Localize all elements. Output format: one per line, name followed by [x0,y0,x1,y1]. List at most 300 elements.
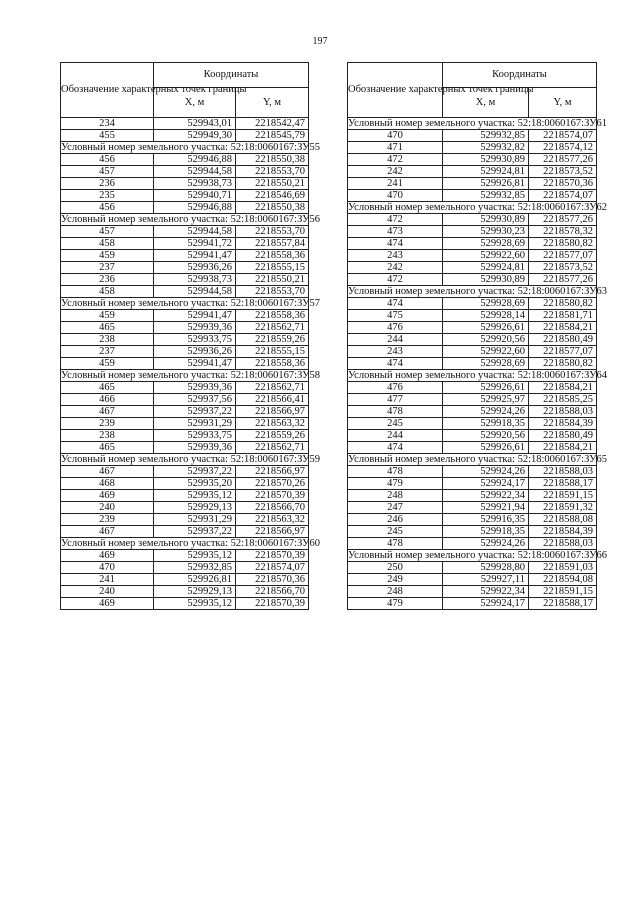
y-coordinate: 2218546,69 [236,190,309,202]
point-id: 468 [61,478,154,490]
point-id: 458 [61,238,154,250]
table-row [61,190,309,202]
y-coordinate: 2218553,70 [236,226,309,238]
point-id: 248 [348,490,443,502]
y-coordinate: 2218559,26 [236,334,309,346]
point-id: 240 [61,586,154,598]
header-point: Обозначение характерных точек границы [348,63,443,118]
zone-header-row [348,118,597,130]
header-coordinates: Координаты [154,63,309,88]
point-id: 456 [61,154,154,166]
x-coordinate: 529929,13 [154,502,236,514]
table-row [348,238,597,250]
y-coordinate: 2218584,39 [529,526,597,538]
table-row [348,166,597,178]
y-coordinate: 2218562,71 [236,322,309,334]
x-coordinate: 529924,26 [443,406,529,418]
point-id: 236 [61,178,154,190]
y-coordinate: 2218584,21 [529,442,597,454]
y-coordinate: 2218580,82 [529,238,597,250]
x-coordinate: 529926,81 [443,178,529,190]
y-coordinate: 2218550,38 [236,154,309,166]
y-coordinate: 2218555,15 [236,346,309,358]
table-row [61,322,309,334]
point-id: 459 [61,310,154,322]
point-id: 242 [348,262,443,274]
zone-title: Условный номер земельного участка: 52:18:0060167:ЗУ56 [61,214,320,225]
point-id: 457 [61,166,154,178]
x-coordinate: 529922,60 [443,250,529,262]
zone-title: Условный номер земельного участка: 52:18:0060167:ЗУ60 [61,538,320,549]
y-coordinate: 2218558,36 [236,358,309,370]
x-coordinate: 529944,58 [154,286,236,298]
y-coordinate: 2218591,15 [529,586,597,598]
x-coordinate: 529924,17 [443,478,529,490]
table-row [348,226,597,238]
table-row [348,334,597,346]
table-row [348,526,597,538]
y-coordinate: 2218553,70 [236,166,309,178]
table-row [348,154,597,166]
y-coordinate: 2218550,38 [236,202,309,214]
table-row [348,442,597,454]
point-id: 471 [348,142,443,154]
point-id: 472 [348,154,443,166]
point-id: 479 [348,478,443,490]
table-row [348,310,597,322]
table-body-left [61,118,320,610]
table-row [348,298,597,310]
point-id: 474 [348,358,443,370]
point-id: 247 [348,502,443,514]
y-coordinate: 2218566,70 [236,502,309,514]
table-row [348,466,597,478]
table-row [61,262,309,274]
x-coordinate: 529928,69 [443,238,529,250]
point-id: 244 [348,334,443,346]
x-coordinate: 529922,34 [443,586,529,598]
y-coordinate: 2218574,07 [236,562,309,574]
y-coordinate: 2218580,82 [529,358,597,370]
point-id: 474 [348,238,443,250]
y-coordinate: 2218555,15 [236,262,309,274]
x-coordinate: 529924,81 [443,262,529,274]
zone-header-row [348,454,597,466]
table-row [61,238,309,250]
x-coordinate: 529930,89 [443,274,529,286]
table-row [348,418,597,430]
table-row [61,334,309,346]
x-coordinate: 529936,26 [154,262,236,274]
table-row [61,430,309,442]
x-coordinate: 529944,58 [154,226,236,238]
x-coordinate: 529937,22 [154,466,236,478]
table-row [348,490,597,502]
point-id: 479 [348,598,443,610]
x-coordinate: 529924,17 [443,598,529,610]
table-body-right [348,118,607,610]
table-row [61,166,309,178]
x-coordinate: 529935,12 [154,598,236,610]
x-coordinate: 529926,61 [443,442,529,454]
point-id: 242 [348,166,443,178]
x-coordinate: 529926,81 [154,574,236,586]
table-row [61,346,309,358]
y-coordinate: 2218584,39 [529,418,597,430]
table-row [348,394,597,406]
point-id: 476 [348,322,443,334]
table-row [61,382,309,394]
y-coordinate: 2218577,07 [529,250,597,262]
table-row [61,598,309,610]
table-row [61,118,309,130]
y-coordinate: 2218577,26 [529,154,597,166]
table-row [348,430,597,442]
y-coordinate: 2218591,32 [529,502,597,514]
y-coordinate: 2218591,03 [529,562,597,574]
x-coordinate: 529925,97 [443,394,529,406]
x-coordinate: 529916,35 [443,514,529,526]
x-coordinate: 529937,22 [154,526,236,538]
point-id: 467 [61,466,154,478]
header-x: X, м [443,88,529,118]
y-coordinate: 2218566,41 [236,394,309,406]
y-coordinate: 2218570,36 [236,574,309,586]
zone-title: Условный номер земельного участка: 52:18:0060167:ЗУ65 [348,454,607,465]
y-coordinate: 2218570,26 [236,478,309,490]
point-id: 238 [61,430,154,442]
y-coordinate: 2218542,47 [236,118,309,130]
table-row [61,406,309,418]
point-id: 469 [61,550,154,562]
x-coordinate: 529941,47 [154,358,236,370]
x-coordinate: 529937,22 [154,406,236,418]
y-coordinate: 2218588,03 [529,406,597,418]
point-id: 470 [348,190,443,202]
table-row [61,286,309,298]
x-coordinate: 529939,36 [154,382,236,394]
x-coordinate: 529926,61 [443,382,529,394]
y-coordinate: 2218566,97 [236,466,309,478]
table-row [61,466,309,478]
point-id: 478 [348,406,443,418]
x-coordinate: 529939,36 [154,442,236,454]
header-y: Y, м [236,88,309,118]
point-id: 246 [348,514,443,526]
point-id: 476 [348,382,443,394]
zone-header-row [61,142,309,154]
point-id: 237 [61,262,154,274]
point-id: 241 [61,574,154,586]
zone-header-row [61,370,309,382]
table-row [61,514,309,526]
point-id: 240 [61,502,154,514]
x-coordinate: 529937,56 [154,394,236,406]
header-coordinates: Координаты [443,63,597,88]
x-coordinate: 529924,26 [443,538,529,550]
point-id: 472 [348,214,443,226]
point-id: 469 [61,598,154,610]
point-id: 465 [61,322,154,334]
table-row [348,382,597,394]
x-coordinate: 529918,35 [443,526,529,538]
y-coordinate: 2218574,07 [529,190,597,202]
zone-title: Условный номер земельного участка: 52:18:0060167:ЗУ55 [61,142,320,153]
x-coordinate: 529927,11 [443,574,529,586]
point-id: 239 [61,418,154,430]
table-row [348,478,597,490]
table-row [348,130,597,142]
header-point: Обозначение характерных точек границы [61,63,154,118]
point-id: 470 [348,130,443,142]
x-coordinate: 529938,73 [154,274,236,286]
zone-header-row [348,286,597,298]
y-coordinate: 2218566,97 [236,406,309,418]
point-id: 248 [348,586,443,598]
x-coordinate: 529935,12 [154,490,236,502]
x-coordinate: 529941,47 [154,310,236,322]
y-coordinate: 2218570,39 [236,598,309,610]
x-coordinate: 529924,81 [443,166,529,178]
y-coordinate: 2218570,39 [236,550,309,562]
x-coordinate: 529935,12 [154,550,236,562]
x-coordinate: 529944,58 [154,166,236,178]
table-row [61,202,309,214]
point-id: 474 [348,298,443,310]
y-coordinate: 2218562,71 [236,442,309,454]
y-coordinate: 2218594,08 [529,574,597,586]
table-row [61,502,309,514]
table-row [61,358,309,370]
point-id: 469 [61,490,154,502]
x-coordinate: 529928,69 [443,358,529,370]
y-coordinate: 2218558,36 [236,310,309,322]
y-coordinate: 2218553,70 [236,286,309,298]
x-coordinate: 529941,72 [154,238,236,250]
y-coordinate: 2218580,49 [529,430,597,442]
point-id: 237 [61,346,154,358]
table-row [61,574,309,586]
point-id: 470 [61,562,154,574]
point-id: 474 [348,442,443,454]
y-coordinate: 2218550,21 [236,274,309,286]
x-coordinate: 529933,75 [154,430,236,442]
table-row [61,250,309,262]
table-row [61,226,309,238]
table-row [348,586,597,598]
x-coordinate: 529930,89 [443,214,529,226]
table-row [348,250,597,262]
table-row [348,214,597,226]
y-coordinate: 2218584,21 [529,382,597,394]
y-coordinate: 2218588,17 [529,598,597,610]
y-coordinate: 2218570,39 [236,490,309,502]
x-coordinate: 529935,20 [154,478,236,490]
y-coordinate: 2218580,82 [529,298,597,310]
point-id: 245 [348,526,443,538]
y-coordinate: 2218573,52 [529,262,597,274]
point-id: 241 [348,178,443,190]
y-coordinate: 2218557,84 [236,238,309,250]
table-row [61,154,309,166]
x-coordinate: 529932,85 [443,130,529,142]
table-row [61,526,309,538]
y-coordinate: 2218588,03 [529,466,597,478]
point-id: 465 [61,442,154,454]
point-id: 250 [348,562,443,574]
table-row [61,274,309,286]
y-coordinate: 2218566,97 [236,526,309,538]
y-coordinate: 2218570,36 [529,178,597,190]
point-id: 245 [348,418,443,430]
x-coordinate: 529932,85 [443,190,529,202]
table-row [348,346,597,358]
point-id: 459 [61,250,154,262]
point-id: 478 [348,538,443,550]
point-id: 465 [61,382,154,394]
table-row [348,358,597,370]
point-id: 249 [348,574,443,586]
point-id: 473 [348,226,443,238]
x-coordinate: 529922,60 [443,346,529,358]
table-row [348,322,597,334]
table-row [348,598,597,610]
point-id: 459 [61,358,154,370]
y-coordinate: 2218577,07 [529,346,597,358]
page-number: 197 [312,36,328,47]
zone-title: Условный номер земельного участка: 52:18:0060167:ЗУ58 [61,370,320,381]
zone-title: Условный номер земельного участка: 52:18:0060167:ЗУ63 [348,286,607,297]
point-id: 244 [348,430,443,442]
y-coordinate: 2218591,15 [529,490,597,502]
table-row [348,562,597,574]
x-coordinate: 529932,82 [443,142,529,154]
y-coordinate: 2218588,17 [529,478,597,490]
coordinates-table-left [60,62,320,610]
x-coordinate: 529939,36 [154,322,236,334]
x-coordinate: 529933,75 [154,334,236,346]
point-id: 472 [348,274,443,286]
table-row [348,514,597,526]
zone-title: Условный номер земельного участка: 52:18:0060167:ЗУ59 [61,454,320,465]
table-row [348,262,597,274]
y-coordinate: 2218588,03 [529,538,597,550]
y-coordinate: 2218558,36 [236,250,309,262]
x-coordinate: 529931,29 [154,418,236,430]
point-id: 467 [61,526,154,538]
table-row [61,478,309,490]
table-row [348,502,597,514]
point-id: 475 [348,310,443,322]
y-coordinate: 2218545,79 [236,130,309,142]
x-coordinate: 529922,34 [443,490,529,502]
point-id: 466 [61,394,154,406]
point-id: 478 [348,466,443,478]
point-id: 456 [61,202,154,214]
x-coordinate: 529921,94 [443,502,529,514]
y-coordinate: 2218574,07 [529,130,597,142]
x-coordinate: 529949,30 [154,130,236,142]
coordinates-table-right [347,62,607,610]
zone-header-row [348,550,597,562]
point-id: 243 [348,346,443,358]
x-coordinate: 529920,56 [443,430,529,442]
zone-title: Условный номер земельного участка: 52:18:0060167:ЗУ61 [348,118,607,129]
zone-header-row [61,298,309,310]
table-row [348,406,597,418]
x-coordinate: 529931,29 [154,514,236,526]
x-coordinate: 529946,88 [154,154,236,166]
y-coordinate: 2218588,08 [529,514,597,526]
y-coordinate: 2218550,21 [236,178,309,190]
zone-title: Условный номер земельного участка: 52:18:0060167:ЗУ62 [348,202,607,213]
zone-title: Условный номер земельного участка: 52:18:0060167:ЗУ57 [61,298,320,309]
table-row [348,142,597,154]
y-coordinate: 2218577,26 [529,274,597,286]
point-id: 234 [61,118,154,130]
y-coordinate: 2218578,32 [529,226,597,238]
table-row [61,394,309,406]
y-coordinate: 2218563,32 [236,514,309,526]
point-id: 477 [348,394,443,406]
x-coordinate: 529930,89 [443,154,529,166]
x-coordinate: 529941,47 [154,250,236,262]
table-row [61,130,309,142]
point-id: 455 [61,130,154,142]
y-coordinate: 2218581,71 [529,310,597,322]
table-row [61,550,309,562]
x-coordinate: 529946,88 [154,202,236,214]
x-coordinate: 529926,61 [443,322,529,334]
x-coordinate: 529938,73 [154,178,236,190]
zone-header-row [348,202,597,214]
table-row [61,310,309,322]
zone-header-row [61,538,309,550]
x-coordinate: 529932,85 [154,562,236,574]
y-coordinate: 2218585,25 [529,394,597,406]
x-coordinate: 529936,26 [154,346,236,358]
x-coordinate: 529924,26 [443,466,529,478]
x-coordinate: 529929,13 [154,586,236,598]
table-row [61,442,309,454]
point-id: 457 [61,226,154,238]
y-coordinate: 2218574,12 [529,142,597,154]
point-id: 238 [61,334,154,346]
table-row [61,178,309,190]
point-id: 236 [61,274,154,286]
table-row [61,490,309,502]
point-id: 467 [61,406,154,418]
header-y: Y, м [529,88,597,118]
x-coordinate: 529920,56 [443,334,529,346]
zone-title: Условный номер земельного участка: 52:18:0060167:ЗУ64 [348,370,607,381]
header-x: X, м [154,88,236,118]
point-id: 243 [348,250,443,262]
table-row [348,274,597,286]
y-coordinate: 2218584,21 [529,322,597,334]
x-coordinate: 529928,80 [443,562,529,574]
table-row [348,190,597,202]
y-coordinate: 2218577,26 [529,214,597,226]
point-id: 235 [61,190,154,202]
zone-header-row [61,214,309,226]
table-row [61,418,309,430]
zone-header-row [348,370,597,382]
y-coordinate: 2218580,49 [529,334,597,346]
y-coordinate: 2218563,32 [236,418,309,430]
table-row [348,538,597,550]
x-coordinate: 529928,69 [443,298,529,310]
